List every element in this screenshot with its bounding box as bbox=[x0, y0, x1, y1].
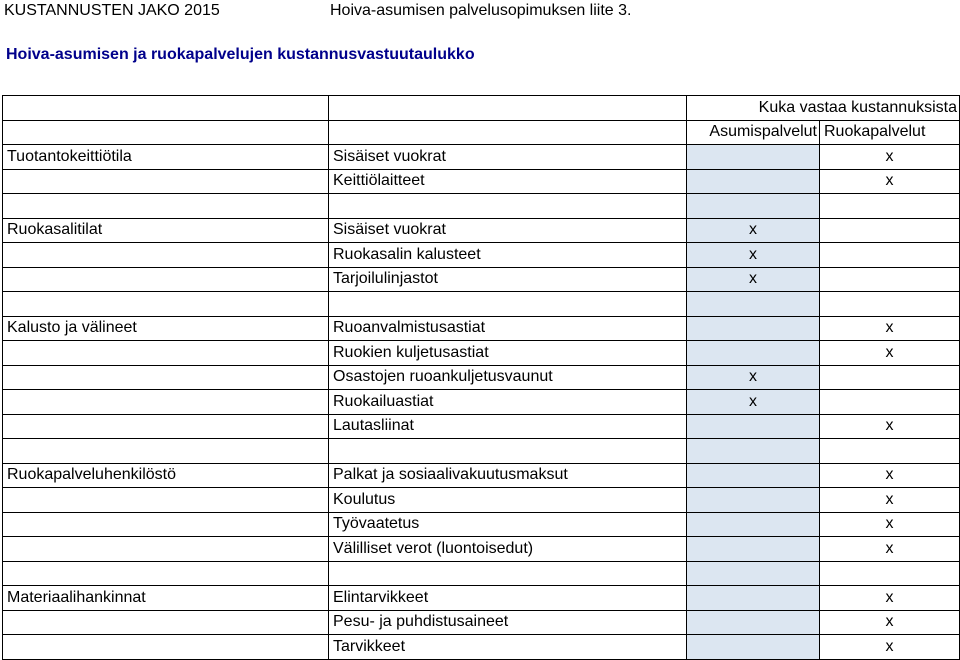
item-cell: Työvaatetus bbox=[329, 512, 687, 537]
empty-cell bbox=[820, 561, 960, 586]
empty-cell bbox=[3, 439, 329, 464]
asumispalvelut-mark bbox=[687, 635, 820, 660]
ruokapalvelut-mark bbox=[820, 267, 960, 292]
asumispalvelut-mark: x bbox=[687, 267, 820, 292]
empty-cell bbox=[3, 537, 329, 562]
item-cell: Osastojen ruoankuljetusvaunut bbox=[329, 365, 687, 390]
table-row bbox=[3, 635, 960, 660]
table-row bbox=[3, 341, 960, 366]
ruokapalvelut-mark: x bbox=[820, 488, 960, 513]
table-row bbox=[3, 586, 960, 611]
table-subheader-row bbox=[3, 120, 960, 145]
empty-cell bbox=[3, 512, 329, 537]
empty-cell bbox=[329, 561, 687, 586]
category-cell: Ruokasalitilat bbox=[3, 218, 329, 243]
empty-cell bbox=[3, 488, 329, 513]
asumispalvelut-mark: x bbox=[687, 365, 820, 390]
empty-cell bbox=[3, 635, 329, 660]
spacer-row bbox=[3, 439, 960, 464]
ruokapalvelut-mark: x bbox=[820, 512, 960, 537]
category-cell: Ruokapalveluhenkilöstö bbox=[3, 463, 329, 488]
header-blank-cell bbox=[3, 120, 329, 145]
asumispalvelut-mark bbox=[687, 169, 820, 194]
empty-cell bbox=[3, 169, 329, 194]
item-cell: Sisäiset vuokrat bbox=[329, 218, 687, 243]
empty-cell bbox=[687, 439, 820, 464]
table-row bbox=[3, 390, 960, 415]
ruokapalvelut-mark: x bbox=[820, 414, 960, 439]
empty-cell bbox=[3, 292, 329, 317]
category-cell: Kalusto ja välineet bbox=[3, 316, 329, 341]
spacer-row bbox=[3, 292, 960, 317]
page-title: Hoiva-asumisen ja ruokapalvelujen kustannusvastuutaulukko bbox=[6, 46, 475, 63]
item-cell: Ruoanvalmistusastiat bbox=[329, 316, 687, 341]
empty-cell bbox=[820, 439, 960, 464]
spacer-row bbox=[3, 194, 960, 219]
ruokapalvelut-mark: x bbox=[820, 586, 960, 611]
table-row bbox=[3, 488, 960, 513]
asumispalvelut-mark: x bbox=[687, 390, 820, 415]
asumispalvelut-mark bbox=[687, 341, 820, 366]
asumispalvelut-mark bbox=[687, 414, 820, 439]
ruokapalvelut-mark: x bbox=[820, 145, 960, 170]
header-blank-cell bbox=[329, 120, 687, 145]
empty-cell bbox=[3, 194, 329, 219]
empty-cell bbox=[329, 292, 687, 317]
cost-responsibility-table bbox=[2, 95, 960, 660]
ruokapalvelut-mark bbox=[820, 365, 960, 390]
empty-cell bbox=[329, 194, 687, 219]
header-left: KUSTANNUSTEN JAKO 2015 bbox=[4, 2, 220, 19]
table-row bbox=[3, 537, 960, 562]
ruokapalvelut-mark bbox=[820, 243, 960, 268]
ruokapalvelut-mark bbox=[820, 218, 960, 243]
item-cell: Palkat ja sosiaalivakuutusmaksut bbox=[329, 463, 687, 488]
asumispalvelut-mark bbox=[687, 586, 820, 611]
ruokapalvelut-mark: x bbox=[820, 169, 960, 194]
table-row bbox=[3, 463, 960, 488]
empty-cell bbox=[687, 194, 820, 219]
empty-cell bbox=[3, 390, 329, 415]
asumispalvelut-mark bbox=[687, 512, 820, 537]
ruokapalvelut-mark bbox=[820, 390, 960, 415]
empty-cell bbox=[820, 292, 960, 317]
ruokapalvelut-mark: x bbox=[820, 341, 960, 366]
table-row bbox=[3, 145, 960, 170]
empty-cell bbox=[820, 194, 960, 219]
asumispalvelut-mark bbox=[687, 463, 820, 488]
ruokapalvelut-mark: x bbox=[820, 610, 960, 635]
empty-cell bbox=[3, 414, 329, 439]
asumispalvelut-mark bbox=[687, 537, 820, 562]
category-cell: Tuotantokeittiötila bbox=[3, 145, 329, 170]
empty-cell bbox=[329, 439, 687, 464]
header-right: Hoiva-asumisen palvelusopimuksen liite 3. bbox=[330, 2, 632, 19]
item-cell: Sisäiset vuokrat bbox=[329, 145, 687, 170]
table-row bbox=[3, 512, 960, 537]
column-header-ruokapalvelut: Ruokapalvelut bbox=[820, 120, 960, 145]
ruokapalvelut-mark: x bbox=[820, 537, 960, 562]
ruokapalvelut-mark: x bbox=[820, 316, 960, 341]
asumispalvelut-mark: x bbox=[687, 218, 820, 243]
item-cell: Ruokien kuljetusastiat bbox=[329, 341, 687, 366]
item-cell: Elintarvikkeet bbox=[329, 586, 687, 611]
empty-cell bbox=[3, 267, 329, 292]
table-row bbox=[3, 316, 960, 341]
table-row bbox=[3, 218, 960, 243]
empty-cell bbox=[3, 341, 329, 366]
empty-cell bbox=[3, 561, 329, 586]
table-header-row bbox=[3, 96, 960, 121]
item-cell: Ruokailuastiat bbox=[329, 390, 687, 415]
item-cell: Koulutus bbox=[329, 488, 687, 513]
ruokapalvelut-mark: x bbox=[820, 463, 960, 488]
asumispalvelut-mark: x bbox=[687, 243, 820, 268]
ruokapalvelut-mark: x bbox=[820, 635, 960, 660]
item-cell: Välilliset verot (luontoisedut) bbox=[329, 537, 687, 562]
table-row bbox=[3, 610, 960, 635]
empty-cell bbox=[3, 610, 329, 635]
empty-cell bbox=[3, 365, 329, 390]
asumispalvelut-mark bbox=[687, 145, 820, 170]
table-row bbox=[3, 169, 960, 194]
empty-cell bbox=[3, 243, 329, 268]
empty-cell bbox=[687, 561, 820, 586]
table-row bbox=[3, 267, 960, 292]
table-row bbox=[3, 365, 960, 390]
responsibility-heading: Kuka vastaa kustannuksista bbox=[687, 96, 960, 121]
item-cell: Keittiölaitteet bbox=[329, 169, 687, 194]
header-blank-cell bbox=[329, 96, 687, 121]
table-row bbox=[3, 414, 960, 439]
table-row bbox=[3, 243, 960, 268]
spacer-row bbox=[3, 561, 960, 586]
item-cell: Tarjoilulinjastot bbox=[329, 267, 687, 292]
asumispalvelut-mark bbox=[687, 488, 820, 513]
item-cell: Pesu- ja puhdistusaineet bbox=[329, 610, 687, 635]
column-header-asumispalvelut: Asumispalvelut bbox=[687, 120, 820, 145]
asumispalvelut-mark bbox=[687, 316, 820, 341]
empty-cell bbox=[687, 292, 820, 317]
item-cell: Tarvikkeet bbox=[329, 635, 687, 660]
category-cell: Materiaalihankinnat bbox=[3, 586, 329, 611]
header-blank-cell bbox=[3, 96, 329, 121]
asumispalvelut-mark bbox=[687, 610, 820, 635]
item-cell: Lautasliinat bbox=[329, 414, 687, 439]
item-cell: Ruokasalin kalusteet bbox=[329, 243, 687, 268]
